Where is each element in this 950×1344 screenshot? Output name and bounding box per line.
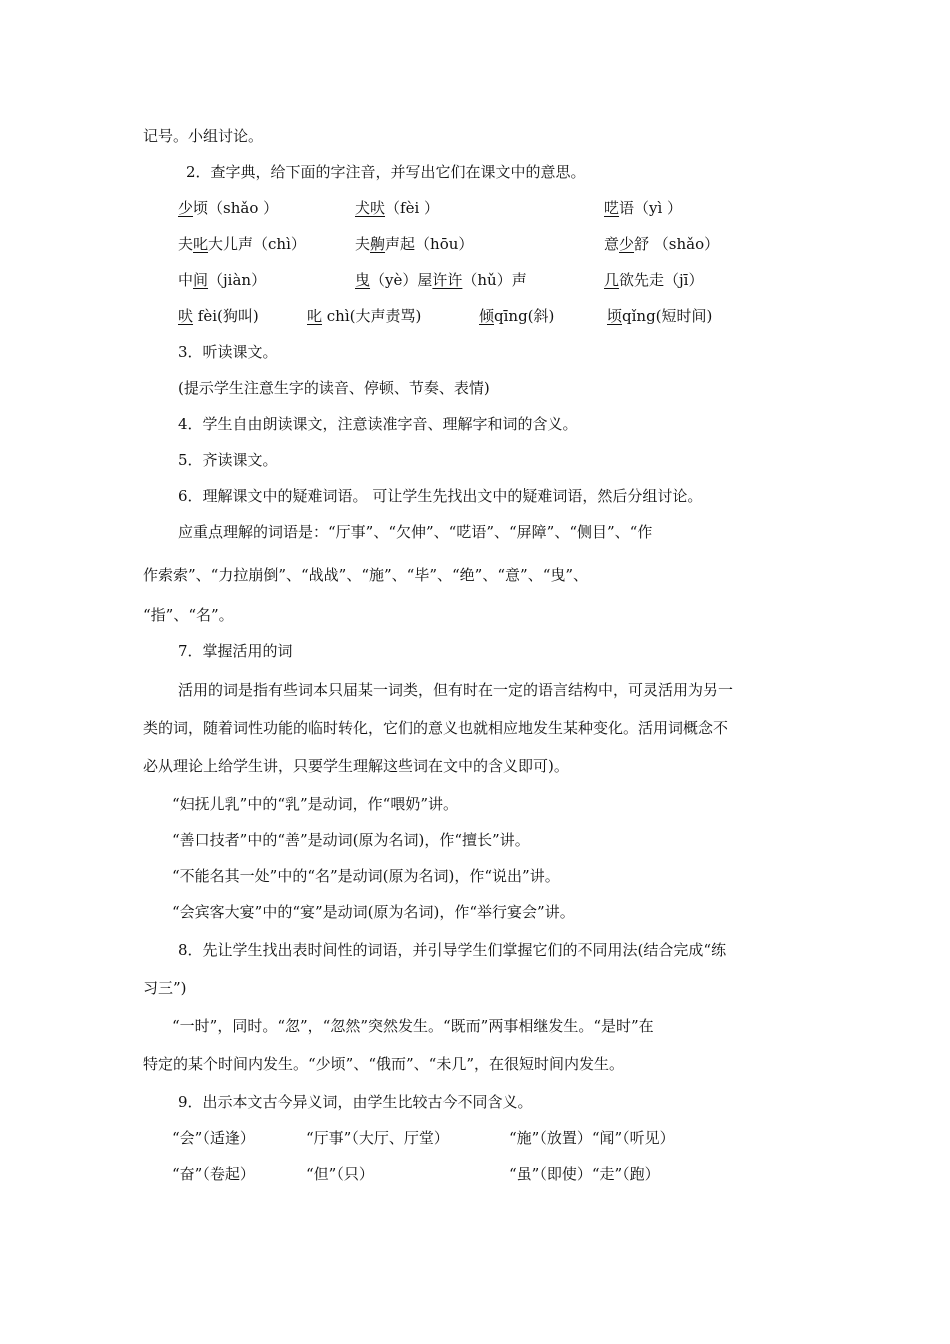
pinyin-entry bbox=[604, 234, 719, 254]
text-line: “一时”，同时。“忽”，“忽然”突然发生。“既而”两事相继发生。“是时”在 bbox=[172, 1017, 654, 1035]
text-line: 活用的词是指有些词本只届某一词类，但有时在一定的语言结构中，可灵活用为另一 bbox=[178, 681, 734, 699]
word-entry: “厅事”（大厅、厅堂） bbox=[306, 1129, 449, 1147]
text-line: 特定的某个时间内发生。“少顷”、“俄而”、“未几”，在很短时间内发生。 bbox=[143, 1055, 625, 1073]
underlined-char: 齁 bbox=[370, 235, 386, 253]
pinyin-text: 舒 （shǎo） bbox=[634, 235, 720, 253]
pinyin-text: 欲先走（jī） bbox=[619, 271, 704, 289]
item-3-heading: 3．听读课文。 bbox=[178, 343, 278, 361]
item-8-heading: 8．先让学生找出表时间性的词语，并引导学生们掌握它们的不同用法(结合完成“练 bbox=[178, 941, 727, 959]
item-2-heading: 2．查字典，给下面的字注音，并写出它们在课文中的意思。 bbox=[186, 163, 586, 181]
pinyin-entry bbox=[479, 306, 554, 326]
underlined-char: 叱 bbox=[307, 307, 323, 325]
pinyin-entry bbox=[355, 198, 439, 218]
word-entry: “但”（只） bbox=[306, 1165, 374, 1183]
pinyin-entry bbox=[178, 234, 306, 254]
pinyin-text: qīng(斜) bbox=[494, 307, 555, 325]
pinyin-entry bbox=[355, 270, 527, 290]
pinyin-entry bbox=[355, 234, 473, 254]
underlined-char: 吠 bbox=[178, 307, 194, 325]
pinyin-entry bbox=[178, 270, 266, 290]
prefix-text: 中 bbox=[178, 271, 194, 289]
text-line: 应重点理解的词语是：“厅事”、“欠伸”、“呓语”、“屏障”、“侧目”、“作 bbox=[178, 523, 653, 541]
prefix-text: 夫 bbox=[355, 235, 371, 253]
item-5-heading: 5．齐读课文。 bbox=[178, 451, 278, 469]
text-line: (提示学生注意生字的读音、停顿、节奏、表情) bbox=[178, 379, 490, 397]
underlined-char: 呓 bbox=[604, 199, 620, 217]
text-line: “会宾客大宴”中的“宴”是动词(原为名词)，作“举行宴会”讲。 bbox=[172, 903, 575, 921]
pinyin-text: （jiàn） bbox=[208, 271, 267, 289]
underlined-char: 少 bbox=[619, 235, 635, 253]
item-6-heading: 6．理解课文中的疑难词语。 可让学生先找出文中的疑难词语，然后分组讨论。 bbox=[178, 487, 703, 505]
text-line: 记号。小组讨论。 bbox=[143, 127, 264, 145]
item-4-heading: 4．学生自由朗读课文，注意读准字音、理解字和词的含义。 bbox=[178, 415, 578, 433]
pinyin-entry bbox=[604, 270, 703, 290]
text-line: 类的词，随着词性功能的临时转化，它们的意义也就相应地发生某种变化。活用词概念不 bbox=[143, 719, 729, 737]
pinyin-entry bbox=[178, 198, 278, 218]
text-line: “善口技者”中的“善”是动词(原为名词)，作“擅长”讲。 bbox=[172, 831, 530, 849]
prefix-text: 意 bbox=[604, 235, 620, 253]
pinyin-text: qǐng(短时间) bbox=[622, 307, 713, 325]
underlined-char: 间 bbox=[193, 271, 209, 289]
pinyin-entry bbox=[607, 306, 712, 326]
pinyin-text: 语（yì ） bbox=[619, 199, 683, 217]
pinyin-text: chì(大声责骂) bbox=[322, 307, 422, 325]
prefix-text: 夫 bbox=[178, 235, 194, 253]
pinyin-entry bbox=[307, 306, 421, 326]
underlined-char: 曳 bbox=[355, 271, 371, 289]
pinyin-text: （yè）屋 bbox=[370, 271, 433, 289]
text-line: 习三”) bbox=[143, 979, 187, 997]
pinyin-text: 顷（shǎo ） bbox=[193, 199, 279, 217]
word-entry: “奋”（卷起） bbox=[172, 1165, 255, 1183]
item-9-heading: 9．出示本文古今异义词，由学生比较古今不同含义。 bbox=[178, 1093, 533, 1111]
underlined-char: 叱 bbox=[193, 235, 209, 253]
text-line: 必从理论上给学生讲，只要学生理解这些词在文中的含义即可)。 bbox=[143, 757, 569, 775]
underlined-char: 倾 bbox=[479, 307, 495, 325]
pinyin-text: fèi(狗叫) bbox=[193, 307, 259, 325]
text-line: “妇抚儿乳”中的“乳”是动词，作“喂奶”讲。 bbox=[172, 795, 459, 813]
underlined-char: 许许 bbox=[432, 271, 463, 289]
pinyin-text: （fèi ） bbox=[385, 199, 440, 217]
underlined-char: 几 bbox=[604, 271, 620, 289]
pinyin-text: 大儿声（chì） bbox=[208, 235, 306, 253]
word-entry: “会”（适逢） bbox=[172, 1129, 255, 1147]
text-line: “不能名其一处”中的“名”是动词(原为名词)，作“说出”讲。 bbox=[172, 867, 560, 885]
text-line: 作索索”、“力拉崩倒”、“战战”、“施”、“毕”、“绝”、“意”、“曳”、 bbox=[143, 566, 589, 584]
underlined-char: 顷 bbox=[607, 307, 623, 325]
text-line: “指”、“名”。 bbox=[143, 606, 234, 624]
pinyin-entry bbox=[178, 306, 259, 326]
item-7-heading: 7．掌握活用的词 bbox=[178, 642, 293, 660]
pinyin-text: （hǔ）声 bbox=[462, 271, 527, 289]
pinyin-text: 声起（hōu） bbox=[385, 235, 474, 253]
word-entry: “施”（放置）“闻”（听见） bbox=[509, 1129, 675, 1147]
pinyin-entry bbox=[604, 198, 682, 218]
underlined-char: 少 bbox=[178, 199, 194, 217]
underlined-char: 犬吠 bbox=[355, 199, 386, 217]
word-entry: “虽”（即使）“走”（跑） bbox=[509, 1165, 660, 1183]
